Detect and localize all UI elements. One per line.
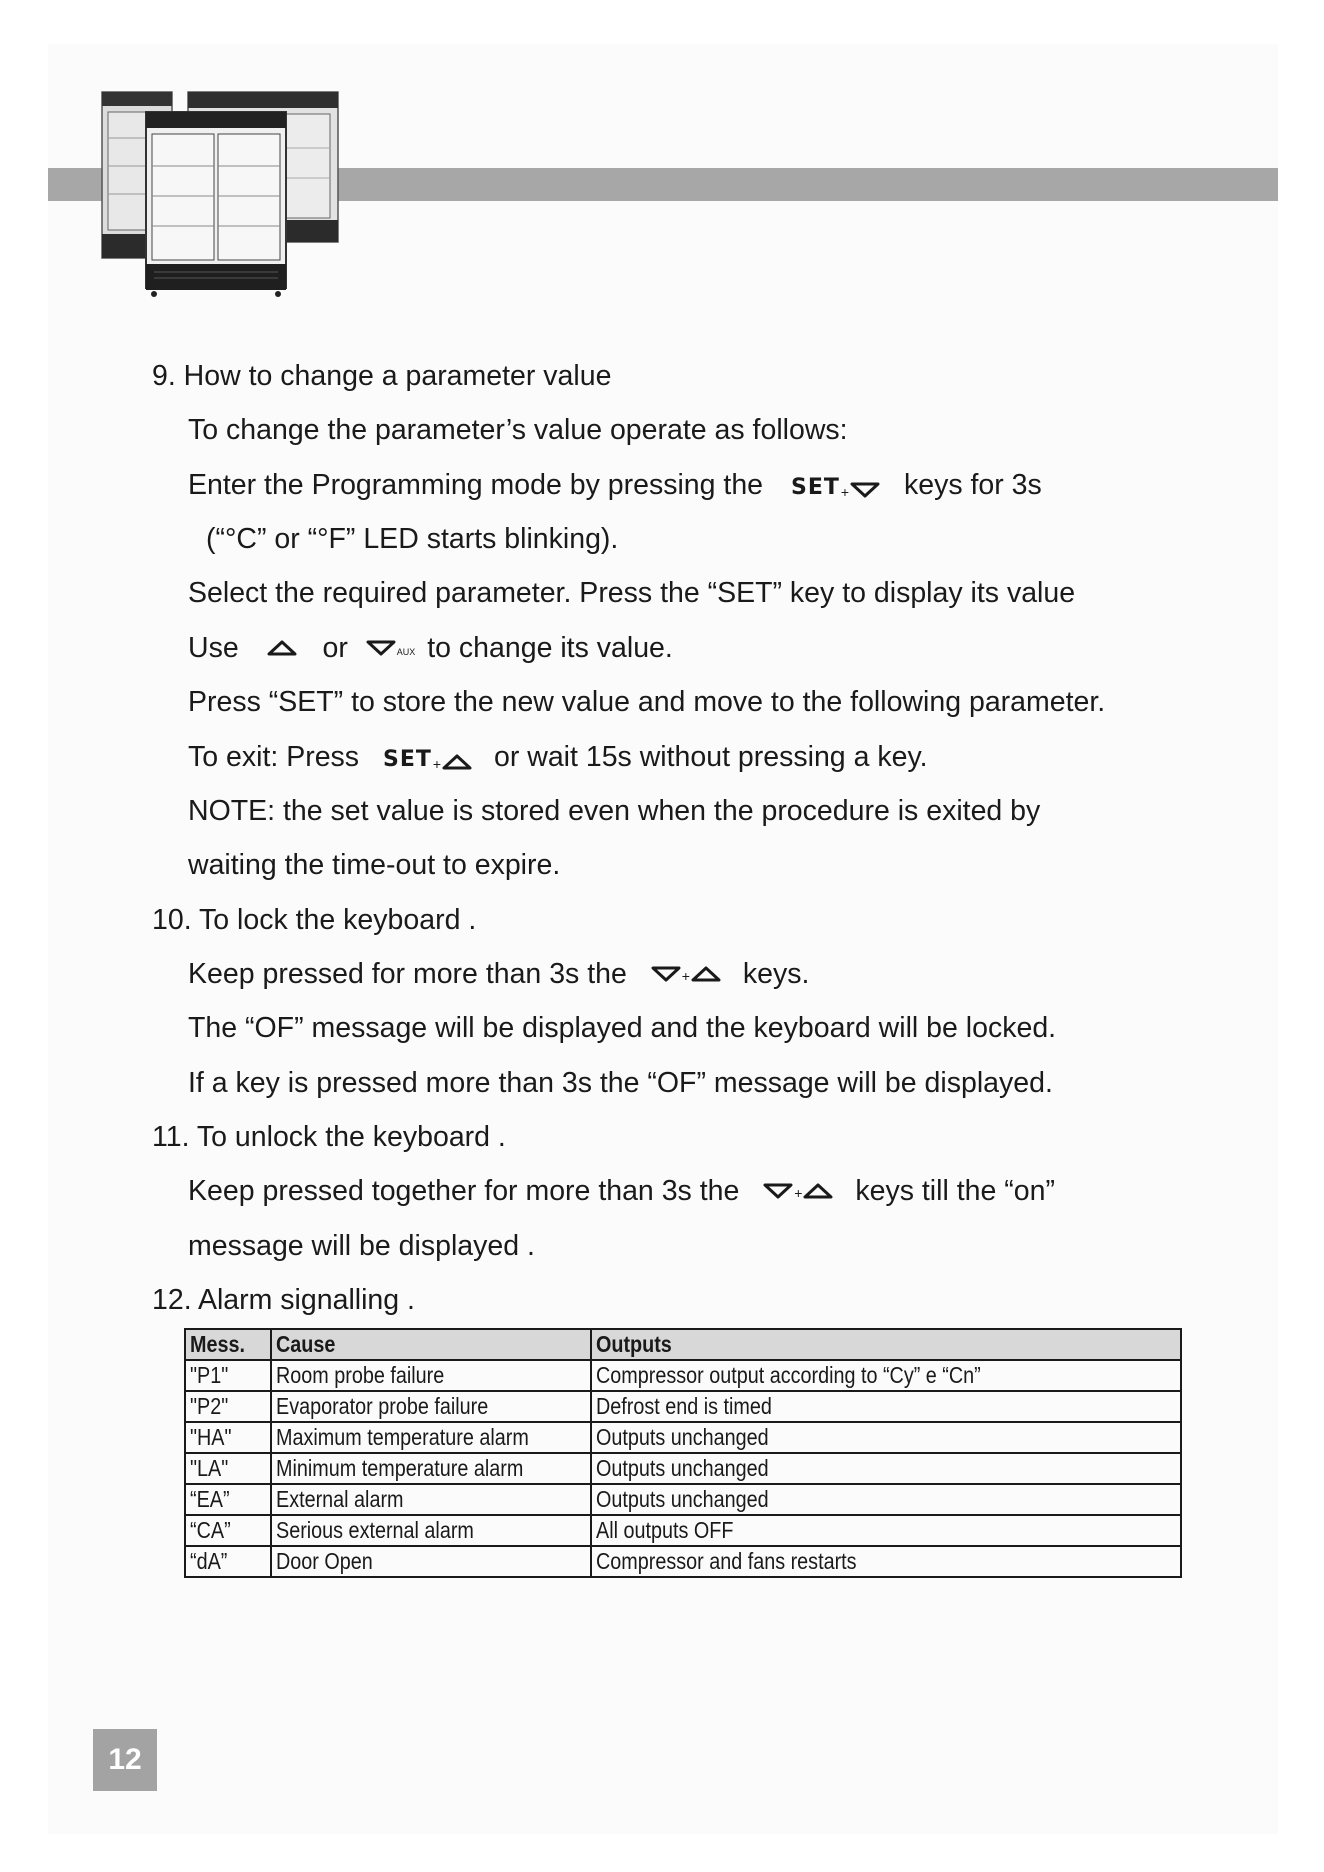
section-9-line-5c: to change its value.	[427, 632, 673, 664]
cause-text: Minimum temperature alarm	[276, 1455, 524, 1481]
outputs-cell	[591, 1546, 1181, 1577]
section-9-heading: 9. How to change a parameter value	[152, 360, 612, 392]
table-row	[185, 1360, 1181, 1391]
cause-text: Room probe failure	[276, 1362, 445, 1388]
cause-text: Serious external alarm	[276, 1517, 474, 1543]
table-row	[185, 1515, 1181, 1546]
down-aux-key	[366, 639, 416, 657]
mess-cell	[185, 1453, 271, 1484]
outputs-cell	[591, 1453, 1181, 1484]
down-arrow-icon	[763, 1182, 793, 1200]
section-9-line-5a: Use	[188, 632, 239, 664]
aux-label: AUX	[396, 647, 416, 657]
section-9-line-2b: keys for 3s	[903, 469, 1042, 501]
cause-cell	[271, 1484, 591, 1515]
section-9-line-8: NOTE: the set value is stored even when the procedure is exited by	[188, 795, 1041, 827]
plus-sign: +	[432, 756, 442, 772]
down-up-key-combo	[763, 1182, 833, 1200]
plus-sign: +	[681, 968, 690, 984]
table-row	[185, 1546, 1181, 1577]
up-arrow-icon	[267, 639, 297, 657]
mess-text: “CA”	[190, 1517, 231, 1543]
up-arrow-icon	[442, 753, 472, 771]
section-10-line-3: If a key is pressed more than 3s the “OF” message will be displayed.	[188, 1067, 1053, 1099]
cause-cell	[271, 1515, 591, 1546]
down-arrow-icon	[366, 639, 396, 657]
up-arrow-icon	[803, 1182, 833, 1200]
section-11-line-2: message will be displayed .	[188, 1230, 535, 1262]
outputs-text: Outputs unchanged	[596, 1424, 769, 1450]
plus-sign: +	[840, 484, 850, 500]
section-9-line-6: Press “SET” to store the new value and move to the following parameter.	[188, 686, 1106, 718]
section-11-line-1b: keys till the “on”	[855, 1175, 1055, 1207]
plus-sign: +	[794, 1185, 803, 1201]
outputs-text: Defrost end is timed	[596, 1393, 772, 1419]
section-9-line-9: waiting the time-out to expire.	[188, 849, 561, 881]
section-9-line-2	[188, 467, 1042, 503]
outputs-cell	[591, 1422, 1181, 1453]
outputs-text: Compressor and fans restarts	[596, 1548, 857, 1574]
outputs-cell	[591, 1360, 1181, 1391]
set-up-key-combo	[383, 749, 472, 771]
mess-cell	[185, 1546, 271, 1577]
outputs-cell	[591, 1515, 1181, 1546]
set-key-label: SET	[382, 747, 432, 772]
mess-text: "HA"	[190, 1424, 232, 1450]
section-9-line-7b: or wait 15s without pressing a key.	[493, 741, 928, 773]
outputs-text: All outputs OFF	[596, 1517, 734, 1543]
mess-text: “dA”	[190, 1548, 228, 1574]
section-10-line-1	[188, 956, 809, 992]
mess-text: "P1"	[190, 1362, 229, 1388]
cause-cell	[271, 1391, 591, 1422]
table-row	[185, 1422, 1181, 1453]
table-row	[185, 1484, 1181, 1515]
mess-text: "P2"	[190, 1393, 229, 1419]
cause-cell	[271, 1546, 591, 1577]
section-9-line-7	[188, 739, 928, 775]
refrigerator-illustration	[96, 88, 342, 314]
header-cause	[271, 1329, 591, 1360]
cause-cell	[271, 1453, 591, 1484]
mess-cell	[185, 1422, 271, 1453]
cause-cell	[271, 1422, 591, 1453]
page-number-badge: 12	[93, 1729, 157, 1791]
up-key	[267, 639, 297, 657]
section-9-line-2a: Enter the Programming mode by pressing the	[188, 469, 764, 501]
table-row	[185, 1391, 1181, 1422]
set-down-key-combo	[791, 477, 880, 499]
mess-text: “EA”	[190, 1486, 230, 1512]
alarm-table	[184, 1328, 1182, 1578]
mess-cell	[185, 1391, 271, 1422]
outputs-cell	[591, 1484, 1181, 1515]
mess-cell	[185, 1360, 271, 1391]
mess-cell	[185, 1515, 271, 1546]
section-9-line-7a: To exit: Press	[188, 741, 360, 773]
header-outputs	[591, 1329, 1181, 1360]
header-cause-label: Cause	[276, 1331, 336, 1357]
section-9-line-4: Select the required parameter. Press the “SET” key to display its value	[188, 577, 1076, 609]
outputs-cell	[591, 1391, 1181, 1422]
outputs-text: Outputs unchanged	[596, 1455, 769, 1481]
down-arrow-icon	[651, 965, 681, 983]
alarm-table-header	[185, 1329, 1181, 1360]
section-11-line-1a: Keep pressed together for more than 3s the	[188, 1175, 740, 1207]
cause-cell	[271, 1360, 591, 1391]
section-10-line-1b: keys.	[742, 958, 810, 990]
mess-cell	[185, 1484, 271, 1515]
section-10-line-1a: Keep pressed for more than 3s the	[188, 958, 627, 990]
section-9-line-1: To change the parameter’s value operate as follows:	[188, 414, 848, 446]
up-arrow-icon	[691, 965, 721, 983]
cause-text: Door Open	[276, 1548, 373, 1574]
section-10-heading: 10. To lock the keyboard .	[152, 904, 477, 936]
set-key-label: SET	[790, 475, 840, 500]
section-10-line-2: The “OF” message will be displayed and the keyboard will be locked.	[188, 1012, 1057, 1044]
mess-text: "LA"	[190, 1455, 229, 1481]
down-up-key-combo	[651, 965, 721, 983]
down-arrow-icon	[850, 481, 880, 499]
cause-text: Maximum temperature alarm	[276, 1424, 529, 1450]
section-11-heading: 11. To unlock the keyboard .	[152, 1121, 506, 1153]
section-12-heading: 12. Alarm signalling .	[152, 1284, 415, 1316]
header-mess	[185, 1329, 271, 1360]
cause-text: External alarm	[276, 1486, 404, 1512]
section-11-line-1	[188, 1173, 1055, 1209]
outputs-text: Outputs unchanged	[596, 1486, 769, 1512]
header-outputs-label: Outputs	[596, 1331, 672, 1357]
outputs-text: Compressor output according to “Cy” e “Cn”	[596, 1362, 981, 1388]
section-9-line-5b: or	[322, 632, 348, 664]
section-9-line-5	[188, 630, 673, 666]
table-row	[185, 1453, 1181, 1484]
section-9-line-3: (“°C” or “°F” LED starts blinking).	[206, 523, 619, 555]
cause-text: Evaporator probe failure	[276, 1393, 489, 1419]
header-mess-label: Mess.	[190, 1331, 245, 1357]
